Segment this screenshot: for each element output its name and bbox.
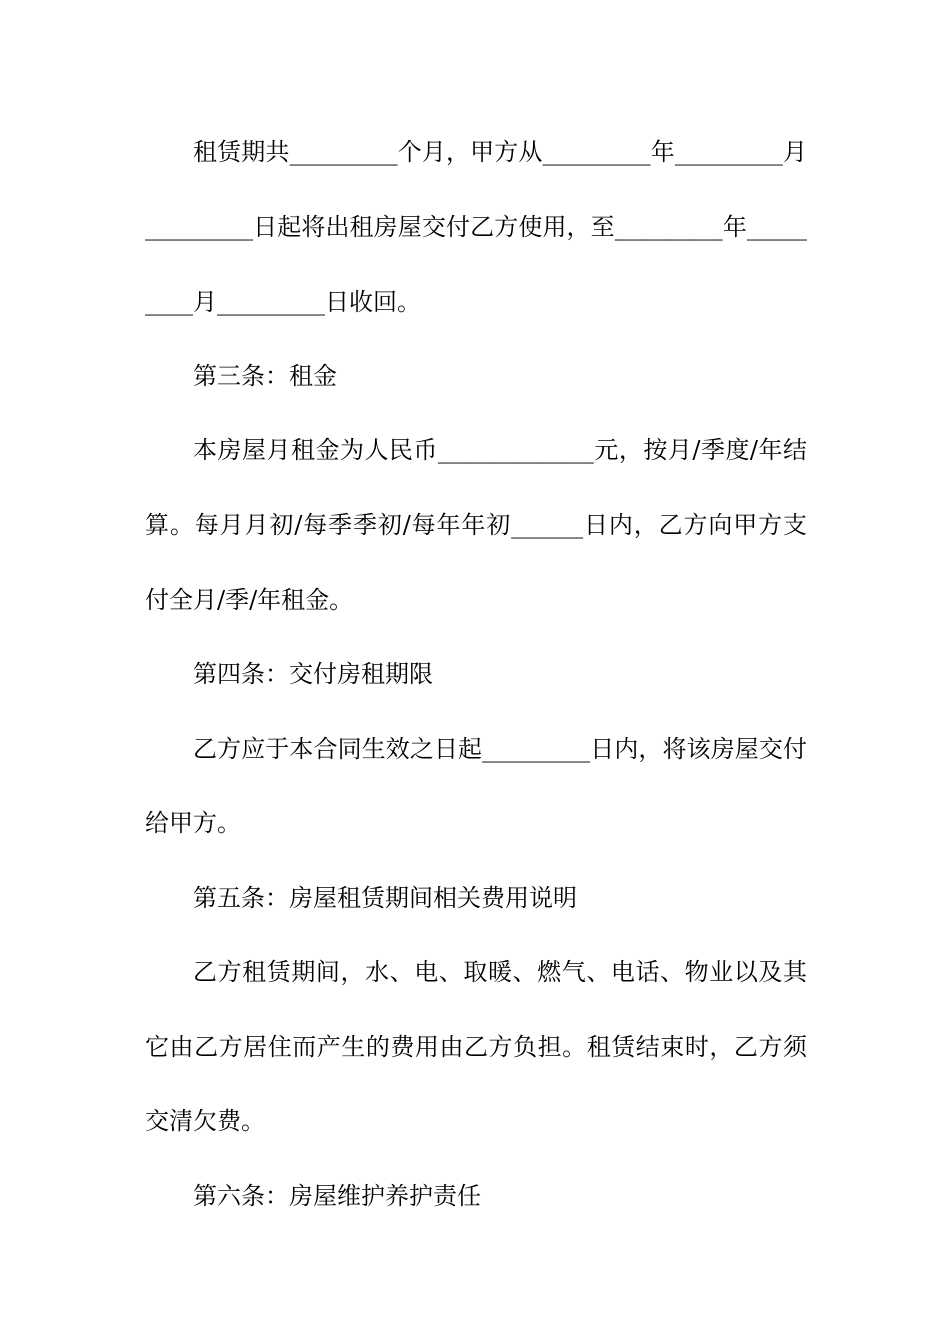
fees-line-3: 交清欠费。 [145, 1107, 265, 1135]
article-3-heading: 第三条：租金 [193, 362, 337, 390]
rent-line-3: 付全月/季/年租金。 [145, 586, 354, 614]
payment-deadline-line-1: 乙方应于本合同生效之日起_________日内，将该房屋交付 [193, 735, 807, 763]
fees-line-2: 它由乙方居住而产生的费用由乙方负担。租赁结束时，乙方须 [145, 1033, 807, 1061]
lease-term-line-1: 租赁期共_________个月，甲方从_________年_________月 [193, 138, 807, 166]
article-5-heading: 第五条：房屋租赁期间相关费用说明 [193, 884, 577, 912]
article-6-heading: 第六条：房屋维护养护责任 [193, 1182, 481, 1210]
rent-line-1: 本房屋月租金为人民币_____________元，按月/季度/年结 [193, 436, 807, 464]
payment-deadline-line-2: 给甲方。 [145, 809, 241, 837]
lease-term-line-2: _________日起将出租房屋交付乙方使用，至_________年_____ [145, 213, 807, 241]
lease-term-line-3: ____月_________日收回。 [145, 288, 421, 316]
article-4-heading: 第四条：交付房租期限 [193, 660, 433, 688]
fees-line-1: 乙方租赁期间，水、电、取暖、燃气、电话、物业以及其 [193, 958, 807, 986]
rent-line-2: 算。每月月初/每季季初/每年年初______日内，乙方向甲方支 [145, 511, 807, 539]
